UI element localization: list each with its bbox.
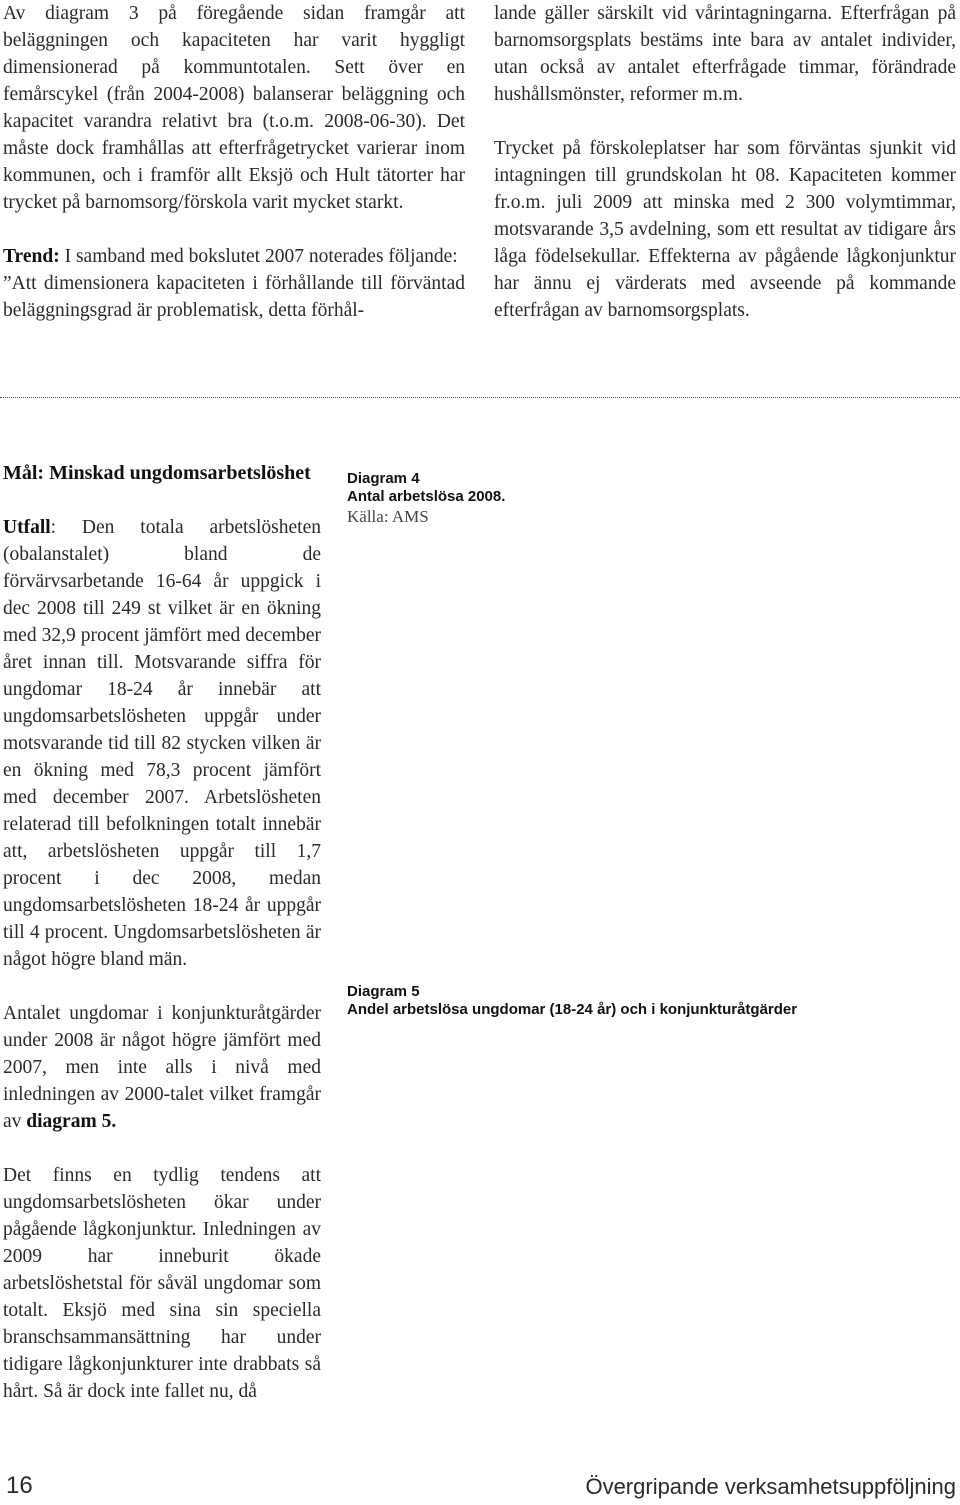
outcome-label: Utfall (3, 517, 51, 538)
paragraph-youth-measures (3, 1000, 321, 1135)
outcome-text: : Den totala arbetslösheten (obalanstalet) bland de förvärvsarbetande 16-64 år uppgick i dec 2008 till 249 st vilket är en ökning med 32,9 procent jämfört med december året innan till. Motsvarande siffra för ungdomar 18-24 år innebär att ungdomsarbetslösheten uppgår under motsvarande tid till 82 stycken vilken är en ökning med 78,3 procent jämfört med december 2007. Arbetslösheten relaterad till befolkningen totalt innebär att, arbetslösheten uppgår till 1,7 procent i dec 2008, medan ungdomsarbetslösheten 18-24 år uppgår till 4 procent. Ungdomsarbetslösheten är något högre bland män. (3, 517, 321, 970)
goal-section (3, 460, 321, 1405)
section-title: Övergripande verksamhetsuppföljning (585, 1474, 956, 1499)
paragraph-capacity: Trycket på förskoleplatser har som förväntas sjunkit vid intagningen till grundskolan ht 08. Kapaciteten kommer fr.o.m. juli 2009 att minska med 2 300 volymtimmar, motsvarande 3,5 avdelning, som ett resultat av tidigare års låga födelsekullar. Effekterna av pågående lågkonjunktur har ännu ej värderats med avseende på kommande efterfrågan av barnomsorgsplats. (494, 138, 956, 321)
page-number: 16 (6, 1472, 33, 1499)
paragraph-outcome (3, 514, 321, 973)
paragraph-diagram3: Av diagram 3 på föregående sidan framgår att beläggningen och kapaciteten har varit hyggligt dimensionerad på kommuntotalen. Sett över en femårscykel (från 2004-2008) balanserar beläggning och kapacitet varandra relativt bra (t.o.m. 2008-06-30). Det måste dock framhållas att efterfrågetrycket varierar inom kommunen, och i framför allt Eksjö och Hult tätorter har trycket på barnomsorg/förskola varit mycket starkt. (3, 3, 465, 213)
diagram4-caption (347, 470, 505, 528)
trend-label: Trend: (3, 246, 60, 267)
diagram4-source: Källa: AMS (347, 507, 429, 526)
trend-text: I samband med bokslutet 2007 noterades följande: (59, 246, 458, 267)
youth-measures-text: Antalet ungdomar i konjunkturåtgärder under 2008 är något högre jämfört med 2007, men inte alls i nivå med inledningen av 2000-talet vilket framgår av (3, 1003, 321, 1132)
diagram4-number: Diagram 4 (347, 470, 420, 487)
goal-title: Mål: Minskad ungdomsarbetslöshet (3, 462, 311, 484)
right-column-text (494, 0, 956, 324)
diagram4-title: Antal arbetslösa 2008. (347, 488, 506, 505)
diagram5-title: Andel arbetslösa ungdomar (18-24 år) och i konjunkturåtgärder (347, 1001, 798, 1018)
left-column-text (3, 0, 465, 324)
paragraph-trend (3, 243, 465, 270)
paragraph-quote: ”Att dimensionera kapaciteten i förhållande till förväntad beläggningsgrad är problematisk, detta förhål- (3, 273, 465, 321)
paragraph-continuation: lande gäller särskilt vid vårintagningarna. Efterfrågan på barnomsorgsplats bestäms inte bara av antalet individer, utan också av antalet efterfrågade timmar, förändrade hushållsmönster, reformer m.m. (494, 3, 956, 105)
paragraph-tendency: Det finns en tydlig tendens att ungdomsarbetslösheten ökar under pågående lågkonjunktur. Inledningen av 2009 har inneburit ökade arbetslöshetstal för såväl ungdomar som totalt. Eksjö med sina sin speciella branschsammansättning har under tidigare lågkonjunkturer inte drabbats så hårt. Så är dock inte fallet nu, då (3, 1165, 321, 1402)
section-divider (0, 397, 960, 398)
diagram5-reference: diagram 5. (26, 1111, 117, 1132)
diagram5-caption (347, 983, 797, 1019)
diagram5-number: Diagram 5 (347, 983, 420, 1000)
